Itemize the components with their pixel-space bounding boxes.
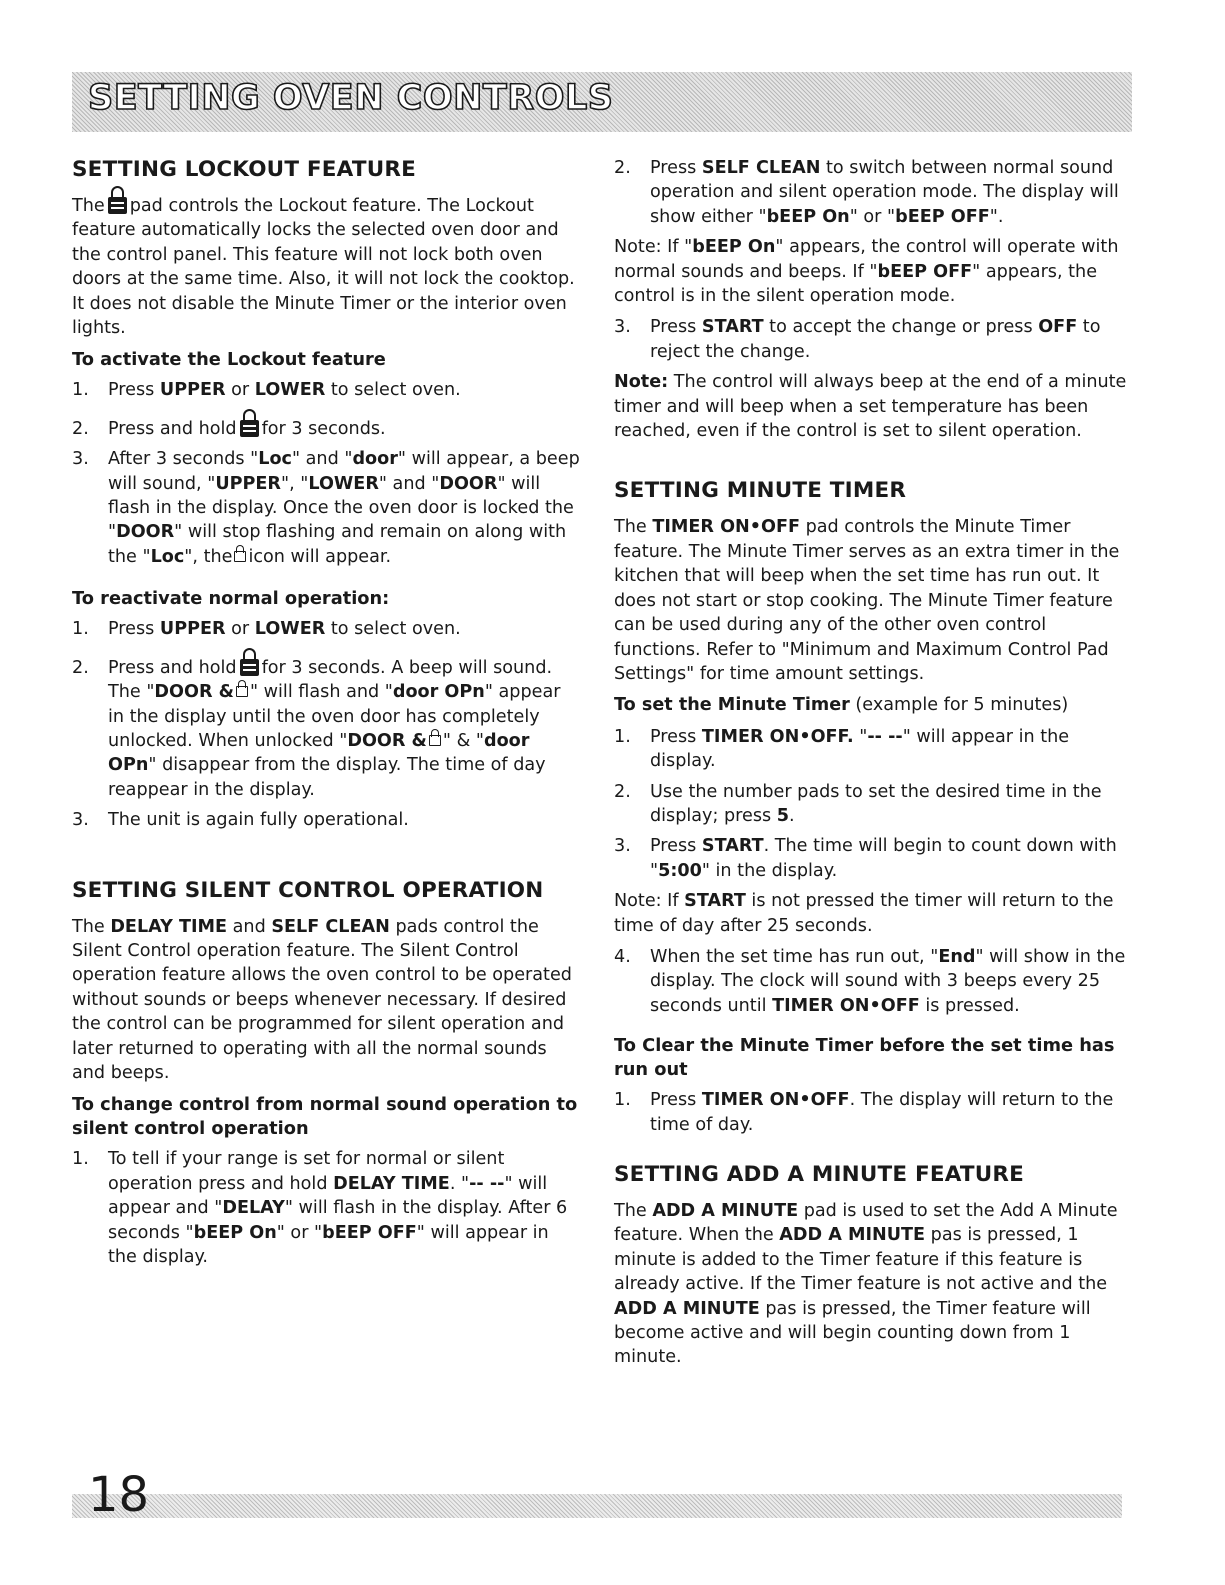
list-item: 3. The unit is again fully operational. — [72, 810, 409, 831]
lock-outline-icon — [236, 686, 248, 699]
list-item: 3. After 3 seconds "Loc" and "door" will appear, a beep will sound, "UPPER", "LOWER" and "DOOR" will flash in the display. Once the oven door is locked the "DOOR" will stop flashing and remain on along with the "Loc", the icon will appear. — [72, 449, 580, 567]
list-item: 1. Press UPPER or LOWER to select oven. — [72, 380, 461, 401]
list-item: 2. Press and hold for 3 seconds. A beep will sound. The "DOOR & " will flash and "door OPn" appear in the display until the oven door has completely unlocked. When unlocked "DOOR & " & "door OPn" disappear from the display. The time of day reappear in the display. — [72, 656, 582, 802]
lock-icon — [240, 420, 259, 437]
minute-timer-heading: SETTING MINUTE TIMER — [614, 478, 907, 504]
list-item: 3. Press START to accept the change or press OFF to reject the change. — [614, 317, 1101, 362]
silent-intro: The DELAY TIME and SELF CLEAN pads control the Silent Control operation feature. The Silent Control operation feature allows the oven control to be operated without sounds or beeps whenever necessary. If desired the control can be programmed for silent operation and later returned to operating with all the normal sounds and beeps. — [72, 916, 572, 1083]
set-timer-heading: To set the Minute Timer (example for 5 minutes) — [614, 695, 1069, 716]
lock-outline-icon — [234, 551, 246, 564]
left-column — [72, 156, 582, 1275]
section-banner — [72, 72, 1132, 132]
beep-note: Note: If "bEEP On" appears, the control will operate with normal sounds and beeps. If "bEEP OFF" appears, the control is in the silent operation mode. — [614, 237, 1119, 307]
clear-timer-heading: To Clear the Minute Timer before the set time has run out — [614, 1035, 1115, 1081]
silent-heading: SETTING SILENT CONTROL OPERATION — [72, 877, 544, 903]
lock-icon — [108, 197, 127, 214]
list-item: 2. Use the number pads to set the desired time in the display; press 5. — [614, 781, 1102, 826]
footer-bar — [72, 1494, 1122, 1518]
lockout-intro: The pad controls the Lockout feature. The Lockout feature automatically locks the selected oven door and the control panel. This feature will not lock both oven doors at the same time. Also, it will not lock the cooktop. It does not disable the Minute Timer or the interior oven lights. — [72, 194, 582, 340]
lockout-heading: SETTING LOCKOUT FEATURE — [72, 157, 417, 182]
right-column — [614, 156, 1134, 1377]
lock-outline-icon — [429, 735, 441, 748]
list-item: 1. Press TIMER ON•OFF. "-- --" will appear in the display. — [614, 726, 1070, 772]
list-item: 4. When the set time has run out, "End" will show in the display. The clock will sound with 3 beeps every 25 seconds until TIMER ON•OFF is pressed. — [614, 946, 1126, 1016]
page-title: SETTING OVEN CONTROLS — [88, 78, 614, 118]
minute-timer-intro: The TIMER ON•OFF pad controls the Minute Timer feature. The Minute Timer serves as an extra timer in the kitchen that will beep when the set time has run out. It does not start or stop cooking. The Minute Timer feature can be used during any of the other oven control functions. Refer to "Minimum and Maximum Control Pad Settings" for time amount settings. — [614, 517, 1120, 684]
add-minute-body: The ADD A MINUTE pad is used to set the Add A Minute feature. When the ADD A MINUTE pas is pressed, 1 minute is added to the Timer feature if this feature is already active. If the Timer feature is not active and the ADD A MINUTE pas is pressed, the Timer feature will become active and will begin counting down from 1 minute. — [614, 1201, 1118, 1368]
list-item: 3. Press START. The time will begin to count down with "5:00" in the display. — [614, 836, 1117, 881]
list-item: 1. Press UPPER or LOWER to select oven. — [72, 619, 461, 640]
start-note: Note: If START is not pressed the timer will return to the time of day after 25 seconds. — [614, 891, 1114, 936]
list-item: 2. Press SELF CLEAN to switch between normal sound operation and silent operation mode. The display will show either "bEEP On" or "bEEP OFF". — [614, 158, 1119, 227]
page-number: 18 — [88, 1467, 150, 1523]
change-silent-heading: To change control from normal sound operation to silent control operation — [72, 1094, 578, 1140]
list-item: 2. Press and hold for 3 seconds. — [72, 417, 582, 441]
reactivate-heading: To reactivate normal operation: — [72, 588, 390, 610]
timer-beep-note: Note: The control will always beep at the end of a minute timer and will beep when a set temperature has been reached, even if the control is set to silent operation. — [614, 372, 1127, 442]
activate-lockout-heading: To activate the Lockout feature — [72, 349, 386, 371]
list-item: 1. Press TIMER ON•OFF. The display will return to the time of day. — [614, 1090, 1114, 1135]
add-minute-heading: SETTING ADD A MINUTE FEATURE — [614, 1162, 1025, 1187]
list-item: 1. To tell if your range is set for normal or silent operation press and hold DELAY TIME. "-- --" will appear and "DELAY" will flash in the display. After 6 seconds "bEEP On" or "bEEP OFF" will appear in the display. — [72, 1149, 568, 1267]
lock-icon — [240, 659, 259, 676]
